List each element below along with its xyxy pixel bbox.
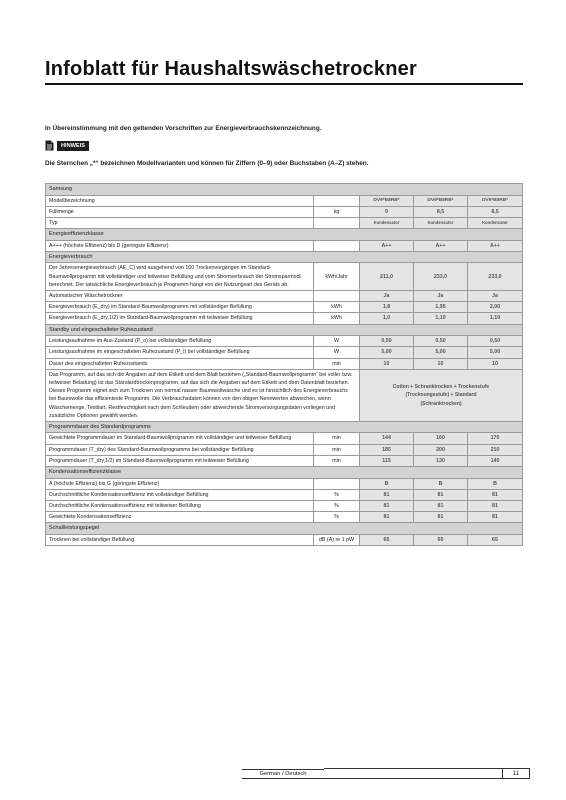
row-value: 81	[360, 489, 414, 500]
title-rule	[45, 83, 523, 85]
row-description: Trocknen bei vollständiger Befüllung	[46, 534, 314, 545]
brand-row	[46, 184, 523, 196]
row-value: B	[468, 478, 523, 489]
row-value: 160	[414, 433, 468, 444]
row-value: 81	[414, 489, 468, 500]
row-value: DV9*B8RB*	[414, 195, 468, 206]
row-description: Energieverbrauch (E_dry,1/2) im Standard-Baumwollprogramm mit teilweiser Befüllung	[46, 313, 314, 324]
row-value: 5,00	[468, 347, 523, 358]
row-unit: W	[314, 347, 360, 358]
section-row	[46, 251, 523, 263]
row-unit: W	[314, 336, 360, 347]
row-description: Dauer des eingeschalteten Ruhezustands	[46, 358, 314, 369]
section-label: Standby und eingeschalteter Ruhezustand	[46, 324, 523, 336]
row-description: A (höchste Effizienz) bis G (geringste Effizienz)	[46, 478, 314, 489]
footer-language: German / Deutsch	[242, 769, 324, 779]
row-description: Durchschnittliche Kondensationseffizienz mit vollständiger Befüllung	[46, 489, 314, 500]
row-description: Programmdauer (T_dry,1/2) im Standard-Baumwollprogramm mit teilweiser Befüllung	[46, 455, 314, 466]
row-value: 65	[360, 534, 414, 545]
page-title: Infoblatt für Haushaltswäschetrockner	[45, 58, 417, 80]
row-unit: %	[314, 512, 360, 523]
table-row	[46, 217, 523, 228]
row-value: 0,50	[414, 336, 468, 347]
row-unit: dB (A) re 1 pW	[314, 534, 360, 545]
row-description: Modellbezeichnung	[46, 195, 314, 206]
section-label: Energieverbrauch	[46, 251, 523, 263]
row-value: 10	[468, 358, 523, 369]
row-value: 81	[468, 489, 523, 500]
row-unit: min	[314, 433, 360, 444]
table-row	[46, 433, 523, 444]
row-description: Leistungsaufnahme im Aus-Zustand (P_o) bei vollständiger Befüllung	[46, 336, 314, 347]
table-row	[46, 263, 523, 291]
row-value: 8,5	[468, 206, 523, 217]
row-value: 2,00	[468, 302, 523, 313]
section-label: Kondensationseffizienzklasse	[46, 467, 523, 479]
section-row	[46, 421, 523, 433]
row-value: Ja	[468, 290, 523, 301]
table-row	[46, 336, 523, 347]
row-description: Automatischer Wäschetrockner	[46, 290, 314, 301]
spec-table	[45, 183, 523, 546]
row-value: 5,00	[360, 347, 414, 358]
row-value: 1,95	[414, 302, 468, 313]
row-value: 65	[414, 534, 468, 545]
row-value: A++	[360, 240, 414, 251]
program-description: Das Programm, auf das sich die Angaben auf dem Etikett und dem Blatt beziehen („Standard-Baumwollprogramm“ bei voller bzw. teilweiser Beladung) ist das Standardtrockenprogramm, auf das sich die Angaben auf dem Etikett und dem Datenblatt beziehen. Dieses Programm eignet sich zum Trocknen von normal nasser Baumwollwäsche und es ist hinsichtlich des Energieverbrauchs bei Baumwolle das effizienteste Programm. Die Verbrauchsdaten können von den obigen Nennwerten abweichen, wenn Wäschemenge, Textilart, Restfeuchtigkeit nach dem Schleudern oder abweichende Stromversorgungsdaten vorliegen und zusätzliche Optionen gewählt werden.	[46, 369, 360, 421]
row-unit	[314, 240, 360, 251]
row-value: 81	[468, 512, 523, 523]
note-row	[45, 140, 89, 151]
table-row	[46, 489, 523, 500]
row-value: 170	[468, 433, 523, 444]
section-label: Energieeffizienzklasse	[46, 229, 523, 241]
row-value: 1,10	[468, 313, 523, 324]
table-row	[46, 534, 523, 545]
intro-text: In Übereinstimmung mit den geltenden Vorschriften zur Energieverbrauchskennzeichnung.	[45, 125, 322, 132]
table-row	[46, 206, 523, 217]
row-value: 185	[360, 444, 414, 455]
row-value: 65	[468, 534, 523, 545]
row-value: 0,50	[468, 336, 523, 347]
footer	[242, 768, 530, 779]
table-row	[46, 358, 523, 369]
row-unit: kWh	[314, 302, 360, 313]
table-row	[46, 290, 523, 301]
row-value: B	[360, 478, 414, 489]
row-description: A+++ (höchste Effizienz) bis D (geringste Effizienz)	[46, 240, 314, 251]
row-value: Kondensator	[468, 217, 523, 228]
row-value: Ja	[414, 290, 468, 301]
row-description: Energieverbrauch (E_dry) im Standard-Baumwollprogramm mit vollständiger Befüllung	[46, 302, 314, 313]
row-value: 81	[360, 500, 414, 511]
row-value: 10	[414, 358, 468, 369]
row-value: B	[414, 478, 468, 489]
note-text: Die Sternchen „*“ bezeichnen Modellvarianten und können für Ziffern (0–9) oder Buchstaben (A–Z) stehen.	[45, 160, 369, 167]
row-value: DV9*B8RB*	[468, 195, 523, 206]
row-unit: %	[314, 500, 360, 511]
row-description: Durchschnittliche Kondensationseffizienz mit teilweiser Befüllung	[46, 500, 314, 511]
row-description: Leistungsaufnahme im eingeschalteten Ruhezustand (P_l) bei vollständiger Befüllung	[46, 347, 314, 358]
footer-rule	[324, 768, 502, 779]
row-value: Ja	[360, 290, 414, 301]
program-note	[360, 369, 523, 421]
row-value: 5,00	[414, 347, 468, 358]
table-row	[46, 478, 523, 489]
row-value: 233,0	[414, 263, 468, 291]
section-label: Programmdauer des Standardprogramms	[46, 421, 523, 433]
row-value: 130	[414, 455, 468, 466]
section-label: Schallleistungspegel	[46, 523, 523, 535]
row-unit	[314, 195, 360, 206]
section-row	[46, 229, 523, 241]
row-unit	[314, 217, 360, 228]
row-unit: min	[314, 444, 360, 455]
row-value: Kondensator	[414, 217, 468, 228]
row-value: 210	[468, 444, 523, 455]
table-row	[46, 512, 523, 523]
row-unit: %	[314, 489, 360, 500]
row-value: 10	[360, 358, 414, 369]
table-row	[46, 195, 523, 206]
row-value: 140	[468, 455, 523, 466]
row-unit	[314, 478, 360, 489]
row-description: Gewichtete Kondensationseffizienz	[46, 512, 314, 523]
row-value: 233,0	[468, 263, 523, 291]
section-row	[46, 523, 523, 535]
note-icon	[45, 140, 54, 151]
row-description: Typ	[46, 217, 314, 228]
row-value: 211,0	[360, 263, 414, 291]
program-note-line: Cotton + Schranktrocken + Trockenstufe	[392, 383, 490, 390]
row-value: A++	[468, 240, 523, 251]
table-row	[46, 455, 523, 466]
row-description: Programmdauer (T_dry) des Standard-Baumwollprogramms bei vollständiger Befüllung	[46, 444, 314, 455]
table-row	[46, 313, 523, 324]
row-value: 115	[360, 455, 414, 466]
row-description: Gewichtete Programmdauer im Standard-Baumwollprogramm mit vollständiger und teilweiser Befüllung	[46, 433, 314, 444]
program-row	[46, 369, 523, 421]
program-note-line: (Schranktrocken)	[420, 400, 462, 407]
row-value: Kondensator	[360, 217, 414, 228]
row-value: DV9*B8RB*	[360, 195, 414, 206]
row-unit: min	[314, 455, 360, 466]
section-row	[46, 324, 523, 336]
row-unit: min	[314, 358, 360, 369]
table-row	[46, 347, 523, 358]
row-unit: kg	[314, 206, 360, 217]
row-value: 144	[360, 433, 414, 444]
section-row	[46, 467, 523, 479]
table-row	[46, 240, 523, 251]
table-row	[46, 500, 523, 511]
row-value: 81	[360, 512, 414, 523]
program-note-line: (Trocknungsstufe) + Standard	[405, 392, 477, 399]
row-value: 0,50	[360, 336, 414, 347]
row-value: A++	[414, 240, 468, 251]
row-value: 81	[468, 500, 523, 511]
table-row	[46, 444, 523, 455]
row-description: Füllmenge	[46, 206, 314, 217]
row-description: Der Jahresenergieverbrauch (AE_C) wird ausgehend von 160 Trockenvorgängen im Standard-Baumwollprogramm mit vollständiger und teilweiser Befüllung und vom Stromverbrauch der Stromsparmodi berechnet. Der tatsächliche Energieverbrauch je Programm hängt von der Nutzungsart des Geräts ab.	[46, 263, 314, 291]
row-unit: kWh	[314, 313, 360, 324]
row-value: 81	[414, 500, 468, 511]
note-label: HINWEIS	[57, 141, 89, 151]
row-unit	[314, 290, 360, 301]
row-unit: kWh/Jahr	[314, 263, 360, 291]
page-number: 11	[502, 768, 530, 779]
table-row	[46, 302, 523, 313]
row-value: 1,8	[360, 302, 414, 313]
brand-name: Samsung	[46, 184, 523, 196]
row-value: 1,10	[414, 313, 468, 324]
row-value: 8,5	[414, 206, 468, 217]
row-value: 200	[414, 444, 468, 455]
row-value: 1,0	[360, 313, 414, 324]
row-value: 81	[414, 512, 468, 523]
row-value: 9	[360, 206, 414, 217]
